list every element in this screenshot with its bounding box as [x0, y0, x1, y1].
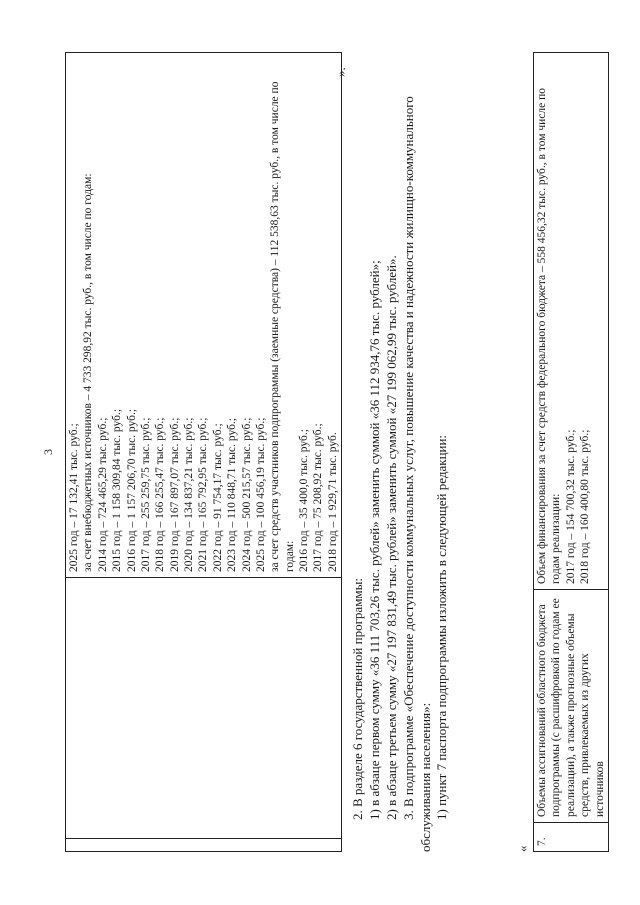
- opening-quote: «: [515, 845, 530, 852]
- table-line: 2017 год – 154 700,32 тыс. руб.;: [564, 429, 577, 584]
- table-line: Объем финансирования за счет средств федерального бюджета – 558 456,32 тыс. руб., в том числе по годам реализации:: [536, 87, 563, 584]
- table-line: 2023 год – 110 848,71 тыс. руб.;: [226, 418, 239, 572]
- table-value-cell: [66, 53, 342, 578]
- table-line: за счет средств участников подпрограммы (заемные средства) – 112 538,63 тыс. руб., в том числе по годам:: [269, 81, 296, 572]
- document-page: [15, 22, 625, 882]
- table-line: 2017 год – 255 259,75 тыс. руб.;: [139, 417, 152, 572]
- body-text: [350, 42, 451, 852]
- paragraph: 3. В подпрограмме «Обеспечение доступности коммунальных услуг, повышение качества и надежности жилищно-коммунального обслуживания населения»:: [400, 96, 433, 852]
- table-line: 2014 год – 724 465,29 тыс. руб.;: [96, 417, 109, 572]
- table-line: 2025 год – 100 456,19 тыс. руб.;: [254, 417, 267, 572]
- row-number: 7.: [534, 823, 609, 852]
- row-name: Объемы ассигнований областного бюджета подпрограммы (с расшифровкой по годам ее реализации), а также прогнозные объемы средств, привлекаемых из других источников: [534, 590, 609, 823]
- table-line: 2020 год – 134 837,21 тыс. руб.;: [183, 417, 195, 572]
- paragraph: 1) пункт 7 паспорта подпрограммы изложить в следующей редакции:: [434, 434, 450, 820]
- table-line: 2016 год – 1 157 206,70 тыс. руб.;: [125, 408, 138, 572]
- table-line: 2019 год – 167 897,07 тыс. руб.;: [168, 417, 181, 572]
- table-line: 2024 год – 500 215,57 тыс. руб.;: [240, 417, 253, 572]
- paragraph: 2) в абзаце третьем сумму «27 197 831,49 тыс. рублей» заменить суммой «27 199 062,99 тыс. рублей».: [383, 255, 399, 820]
- row-value: [534, 53, 609, 590]
- table-line: 2018 год – 1 929,71 тыс. руб.: [326, 432, 339, 572]
- table-line: 2015 год – 1 158 309,84 тыс. руб.;: [111, 408, 124, 572]
- table-line: 2017 год – 75 208,92 тыс. руб.;: [312, 423, 325, 572]
- bottom-table: [533, 52, 609, 852]
- table-line: 2021 год – 165 792,95 тыс. руб.;: [197, 417, 210, 572]
- top-table: [65, 52, 342, 852]
- paragraph: 2. В разделе 6 государственной программы:: [350, 578, 365, 820]
- paragraph: 1) в абзаце первом сумму «36 111 703,26 тыс. рублей» заменить суммой «36 112 934,76 тыс. рублей»;: [366, 260, 382, 820]
- table-line: 2022 год – 91 754,17 тыс. руб.;: [211, 423, 224, 572]
- table-line: 2018 год – 160 400,80 тыс. руб.;: [579, 429, 592, 584]
- table-line: 2018 год – 166 255,47 тыс. руб.;: [154, 417, 167, 572]
- table-number-cell: [66, 839, 342, 852]
- table-line: за счет внебюджетных источников – 4 733 298,92 тыс. руб., в том числе по годам:: [82, 173, 95, 572]
- table-line: 2025 год – 17 132,41 тыс. руб.;: [68, 423, 80, 572]
- table-name-cell: [66, 578, 342, 839]
- table-line: 2016 год – 35 400,0 тыс. руб.;: [298, 429, 310, 572]
- page-number: 3: [41, 449, 55, 455]
- closing-quote: ».: [333, 67, 348, 77]
